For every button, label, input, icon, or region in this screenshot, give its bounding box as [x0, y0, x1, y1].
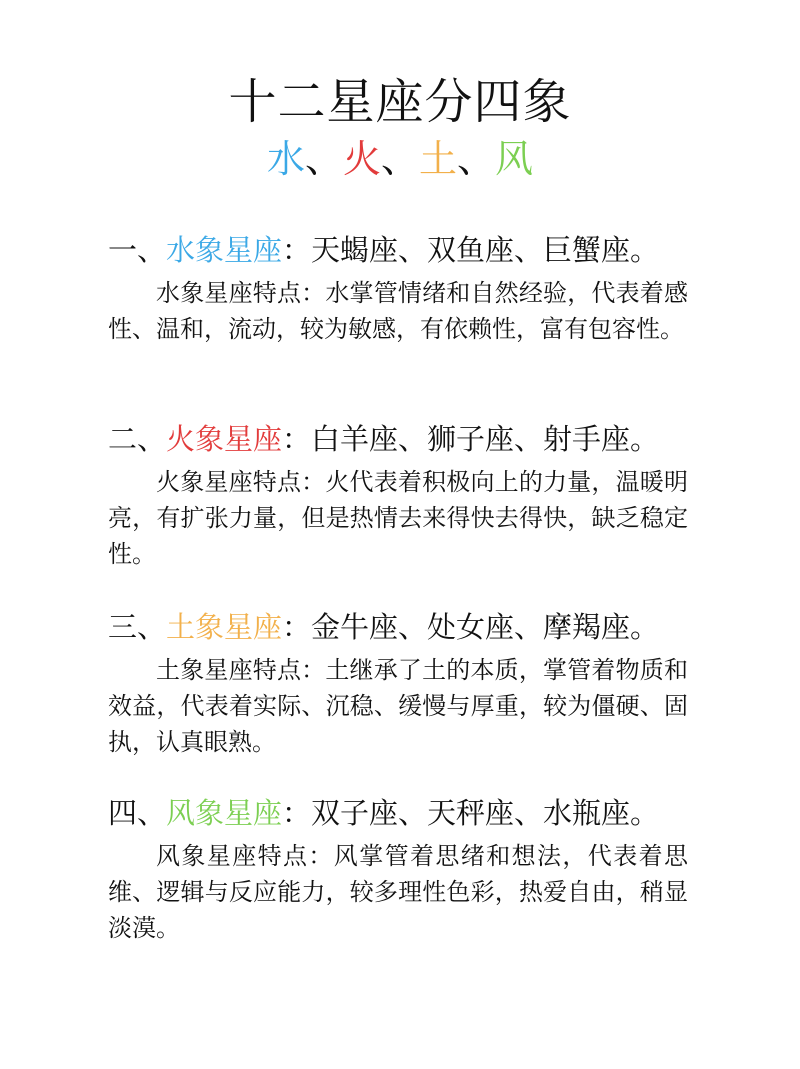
subtitle-sep-3: 、: [457, 137, 496, 181]
section-wind: [108, 794, 688, 946]
section-heading: [108, 608, 688, 646]
sign-list: 双子座、天秤座、水瓶座。: [311, 796, 660, 830]
element-name: 火象星座: [166, 422, 283, 456]
subtitle-earth: 土: [419, 137, 458, 181]
subtitle-fire: 火: [342, 137, 381, 181]
subtitle: [0, 134, 800, 184]
section-heading: [108, 420, 688, 458]
section-prefix: 一、: [108, 233, 167, 267]
section-description: 火象星座特点：火代表着积极向上的力量，温暖明亮，有扩张力量，但是热情去来得快去得快，缺乏稳定性。: [108, 468, 688, 568]
page-title: 十二星座分四象: [228, 74, 572, 130]
heading-colon: ：: [282, 796, 312, 830]
sign-list: 天蝎座、双鱼座、巨蟹座。: [311, 233, 660, 267]
section-water: [108, 231, 688, 347]
heading-colon: ：: [282, 610, 312, 644]
sign-list: 白羊座、狮子座、射手座。: [311, 422, 660, 456]
section-prefix: 二、: [108, 422, 167, 456]
section-fire: [108, 420, 688, 572]
subtitle-wind: 风: [495, 137, 534, 181]
section-prefix: 三、: [108, 610, 167, 644]
section-description: 土象星座特点：土继承了土的本质，掌管着物质和效益，代表着实际、沉稳、缓慢与厚重，较为僵硬、固执，认真眼熟。: [108, 656, 688, 756]
subtitle-sep-2: 、: [380, 137, 419, 181]
section-heading: [108, 231, 688, 269]
subtitle-sep-1: 、: [304, 137, 343, 181]
sign-list: 金牛座、处女座、摩羯座。: [311, 610, 660, 644]
section-description: 风象星座特点：风掌管着思绪和想法，代表着思维、逻辑与反应能力，较多理性色彩，热爱自由，稍显淡漠。: [108, 842, 688, 942]
section-heading: [108, 794, 688, 832]
heading-colon: ：: [282, 422, 312, 456]
element-name: 土象星座: [166, 610, 283, 644]
element-name: 水象星座: [166, 233, 283, 267]
section-description: 水象星座特点：水掌管情绪和自然经验，代表着感性、温和，流动，较为敏感，有依赖性，富有包容性。: [108, 279, 688, 343]
section-prefix: 四、: [108, 796, 167, 830]
section-earth: [108, 608, 688, 760]
subtitle-water: 水: [266, 137, 305, 181]
heading-colon: ：: [282, 233, 312, 267]
element-name: 风象星座: [166, 796, 283, 830]
